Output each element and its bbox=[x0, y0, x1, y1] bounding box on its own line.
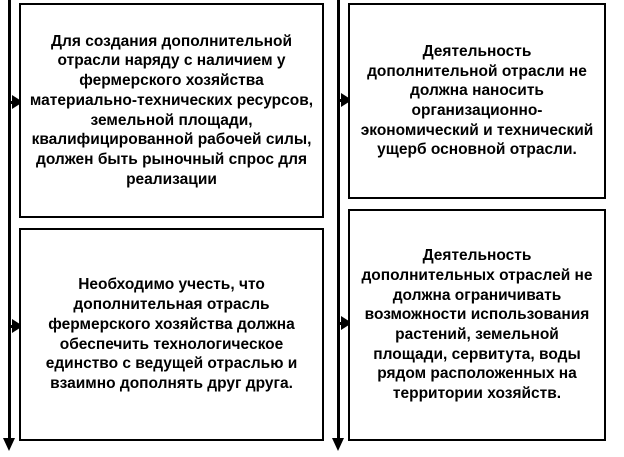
diagram-box-4 bbox=[348, 209, 606, 441]
diagram-box-1 bbox=[19, 3, 324, 218]
arrow-down-icon-right bbox=[332, 438, 344, 451]
diagram-box-3-text: Деятельность дополнительной отрасли не должна наносить организационно-экономический и технический ущерб основной отрасли. bbox=[360, 42, 594, 159]
diagram-box-3 bbox=[348, 3, 606, 199]
arrow-down-icon-left bbox=[3, 438, 15, 451]
diagram-box-4-text: Деятельность дополнительных отраслей не должна ограничивать возможности использования растений, земельной площади, сервитута, воды рядом расположенных на территории хозяйств. bbox=[361, 247, 593, 403]
trunk-line-left bbox=[8, 0, 11, 440]
trunk-line-right bbox=[337, 0, 340, 440]
diagram-box-1-text: Для создания дополнительной отрасли наряду с наличием у фермерского хозяйства материально-технических ресурсов, земельной площади, квалифицированной рабочей силы, должен быть рыночный спрос для реализации bbox=[29, 32, 314, 188]
diagram-box-2 bbox=[19, 228, 324, 441]
diagram-box-2-text: Необходимо учесть, что дополнительная отрасль фермерского хозяйства должна обеспечить технологическое единство с ведущей отраслью и взаимно дополнять друг друга. bbox=[45, 276, 298, 392]
